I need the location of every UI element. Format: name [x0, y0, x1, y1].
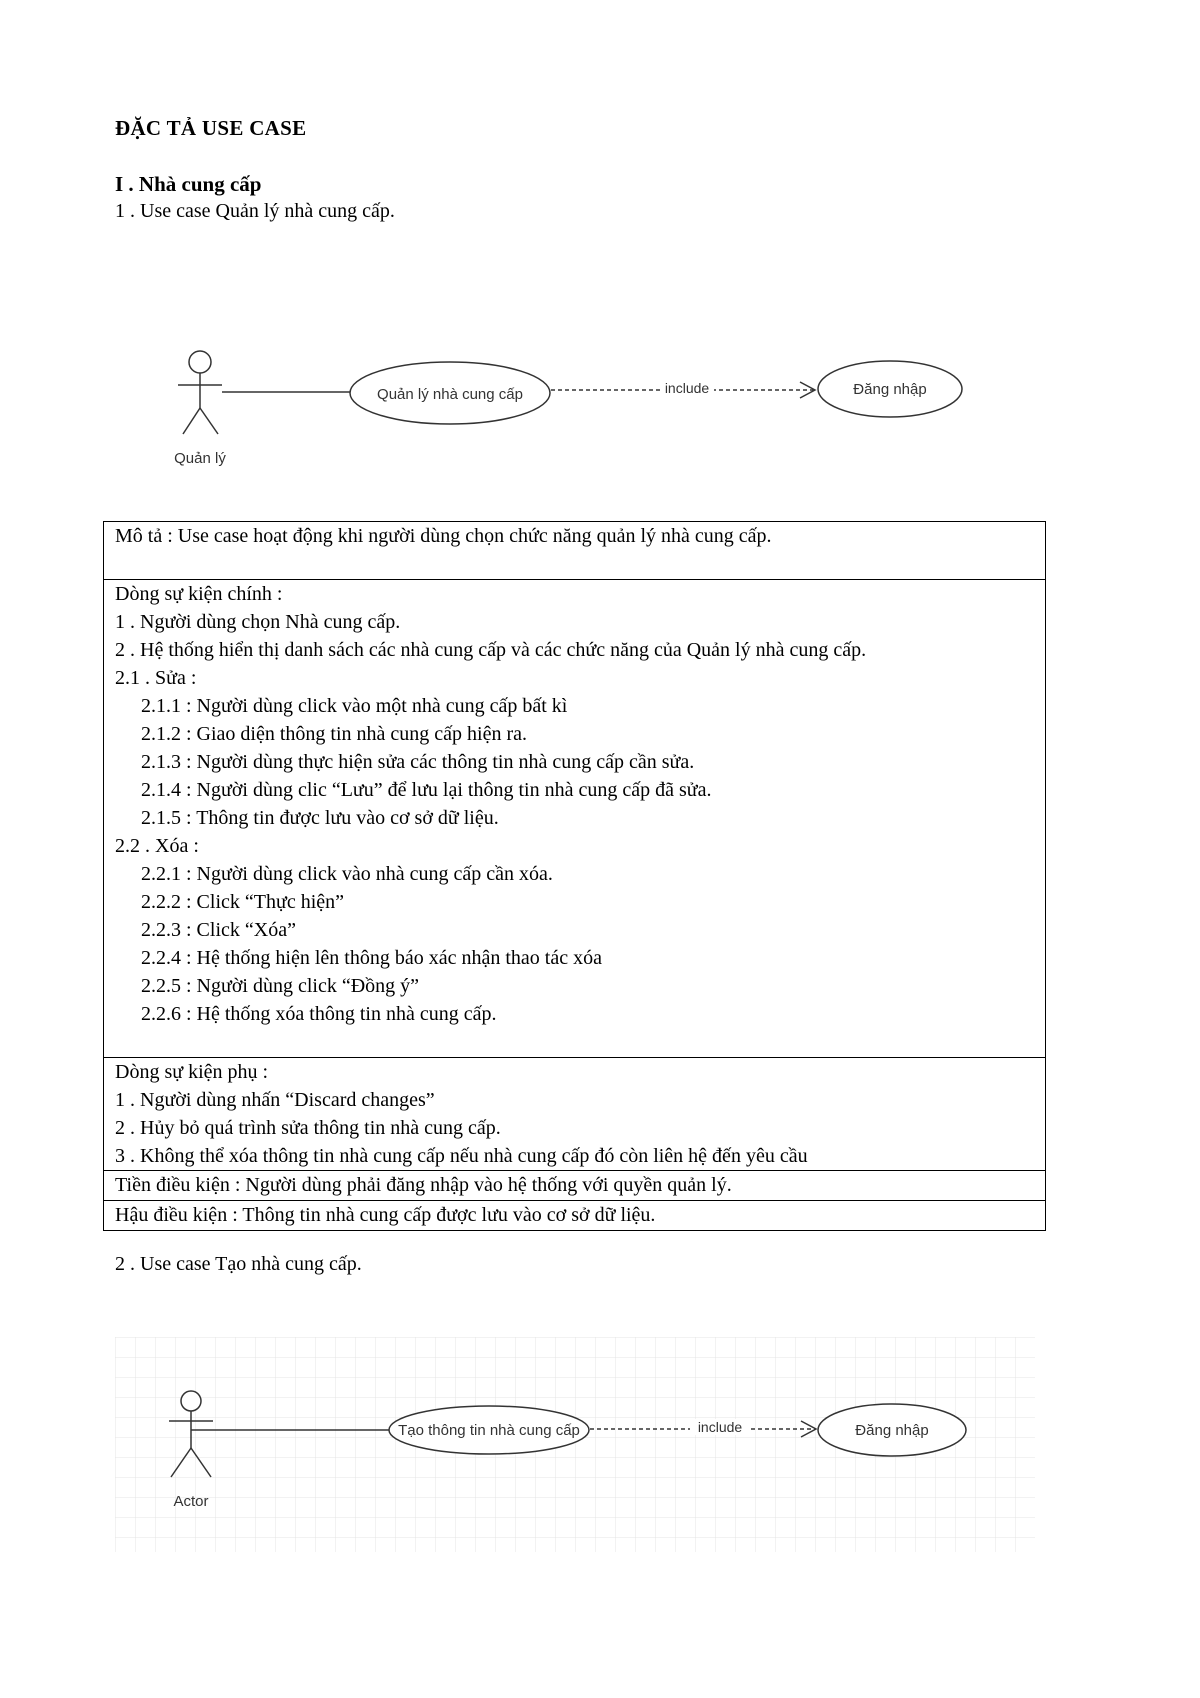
- target-label: Đăng nhập: [853, 381, 927, 398]
- alt-flow-line: 1 . Người dùng nhấn “Discard changes”: [115, 1089, 435, 1111]
- alt-flow-cell: [104, 1058, 1046, 1171]
- include2-label: include: [697, 1419, 743, 1435]
- main-flow-line: 2.1.4 : Người dùng clic “Lưu” để lưu lại thông tin nhà cung cấp đã sửa.: [141, 779, 712, 801]
- postcondition-text: Hậu điều kiện : Thông tin nhà cung cấp được lưu vào cơ sở dữ liệu.: [115, 1204, 656, 1226]
- document-title: ĐẶC TẢ USE CASE: [115, 116, 307, 140]
- postcondition-cell: [104, 1201, 1046, 1231]
- actor-figure: [178, 351, 222, 434]
- main-flow-line: 2.1.1 : Người dùng click vào một nhà cung cấp bất kì: [141, 695, 568, 717]
- actor-label: Quản lý: [174, 450, 226, 467]
- main-flow-line: 1 . Người dùng chọn Nhà cung cấp.: [115, 611, 401, 633]
- usecase2-heading: 2 . Use case Tạo nhà cung cấp.: [115, 1253, 362, 1275]
- precondition-text: Tiền điều kiện : Người dùng phải đăng nhập vào hệ thống với quyền quản lý.: [115, 1174, 732, 1196]
- main-flow-line: 2.1.3 : Người dùng thực hiện sửa các thông tin nhà cung cấp cần sửa.: [141, 751, 695, 773]
- usecase1-heading: 1 . Use case Quản lý nhà cung cấp.: [115, 200, 395, 222]
- target2-label: Đăng nhập: [855, 1422, 929, 1439]
- alt-flow-line: 3 . Không thể xóa thông tin nhà cung cấp nếu nhà cung cấp đó còn liên hệ đến yêu cầu: [115, 1145, 808, 1167]
- main-flow-cell: [104, 580, 1046, 1058]
- description-text: Mô tả : Use case hoạt động khi người dùng chọn chức năng quản lý nhà cung cấp.: [115, 525, 772, 547]
- alt-flow-line: 2 . Hủy bỏ quá trình sửa thông tin nhà cung cấp.: [115, 1117, 501, 1139]
- main-flow-line: 2.1.5 : Thông tin được lưu vào cơ sở dữ liệu.: [141, 807, 499, 829]
- usecase2-label: Tạo thông tin nhà cung cấp: [398, 1422, 580, 1439]
- main-flow-line: 2.2 . Xóa :: [115, 835, 199, 857]
- main-flow-line: 2.1 . Sửa :: [115, 667, 197, 689]
- precondition-cell: [104, 1171, 1046, 1201]
- alt-flow-line: Dòng sự kiện phụ :: [115, 1061, 269, 1083]
- usecase-diagram-1: [0, 0, 1200, 500]
- main-flow-line: 2.2.1 : Người dùng click vào nhà cung cấp cần xóa.: [141, 863, 553, 885]
- main-flow-line: 2 . Hệ thống hiển thị danh sách các nhà cung cấp và các chức năng của Quản lý nhà cung cấp.: [115, 639, 867, 661]
- main-flow-line: 2.1.2 : Giao diện thông tin nhà cung cấp hiện ra.: [141, 723, 528, 745]
- main-flow-line: 2.2.6 : Hệ thống xóa thông tin nhà cung cấp.: [141, 1003, 497, 1025]
- description-cell: [104, 522, 1046, 580]
- main-flow-line: Dòng sự kiện chính :: [115, 583, 283, 605]
- usecase-diagram-2: [115, 1337, 1035, 1552]
- main-flow-line: 2.2.2 : Click “Thực hiện”: [141, 891, 345, 913]
- section-heading: I . Nhà cung cấp: [115, 172, 262, 196]
- include-label: include: [664, 380, 710, 396]
- main-flow-line: 2.2.3 : Click “Xóa”: [141, 919, 296, 941]
- actor2-label: Actor: [173, 1493, 209, 1510]
- usecase-label: Quản lý nhà cung cấp: [377, 386, 523, 403]
- main-flow-line: 2.2.5 : Người dùng click “Đồng ý”: [141, 975, 420, 997]
- spec-table: [103, 521, 1046, 1231]
- main-flow-line: 2.2.4 : Hệ thống hiện lên thông báo xác nhận thao tác xóa: [141, 947, 602, 969]
